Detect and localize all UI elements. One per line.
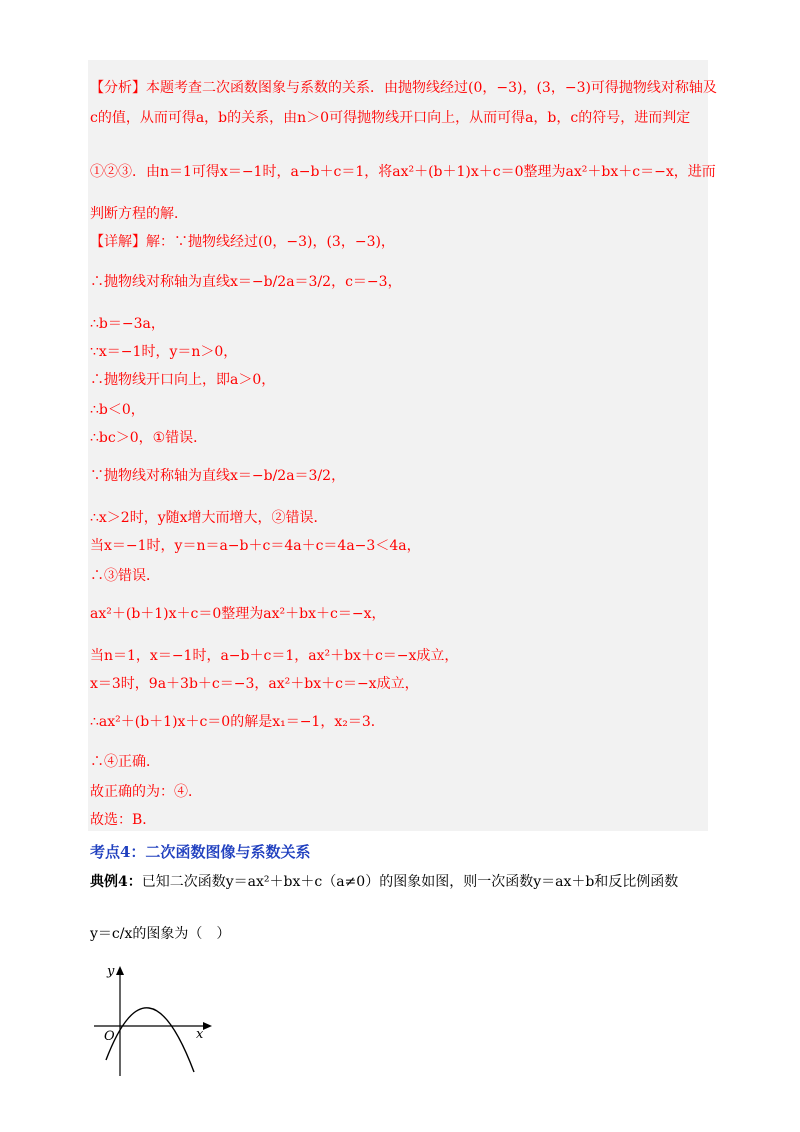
solution-line: ∴ax²＋(b＋1)x＋c＝0的解是x₁＝−1，x₂＝3． [90, 714, 385, 730]
solution-line: ∴抛物线对称轴为直线x＝−b/2a＝3/2，c＝−3， [90, 274, 402, 290]
parabola-graph [88, 958, 218, 1078]
solution-line: ∵抛物线对称轴为直线x＝−b/2a＝3/2， [90, 468, 346, 484]
solution-line: 【详解】解：∵抛物线经过(0，−3)，(3，−3)， [90, 234, 395, 250]
solution-line: 故选：B． [90, 812, 157, 828]
solution-line: c的值，从而可得a，b的关系，由n＞0可得抛物线开口向上，从而可得a，b，c的符号，进而判定 [90, 110, 691, 126]
solution-line: 当n＝1，x＝−1时，a−b＋c＝1，ax²＋bx＋c＝−x成立， [90, 648, 459, 664]
y-axis-label: y [107, 964, 115, 979]
example-question [90, 872, 678, 892]
example-text-line2: y＝c/x的图象为（ ） [90, 926, 231, 942]
origin-label: O [104, 1029, 115, 1044]
solution-line: ∴b＜0， [90, 402, 145, 418]
solution-line: ∴b＝−3a， [90, 316, 165, 332]
solution-line: 当x＝−1时，y＝n＝a−b＋c＝4a＋c＝4a−3＜4a， [90, 538, 421, 554]
solution-line: 判断方程的解． [90, 206, 188, 222]
x-axis-label: x [196, 1027, 204, 1042]
solution-line: 【分析】本题考查二次函数图象与系数的关系．由抛物线经过(0，−3)，(3，−3)可得抛物线对称轴及 [90, 80, 717, 96]
solution-line: ∴x＞2时，y随x增大而增大，②错误． [90, 510, 328, 526]
solution-line: ∵x＝−1时，y＝n＞0， [90, 344, 238, 360]
solution-line: ∴④正确． [90, 754, 160, 770]
solution-line: 故正确的为：④． [90, 784, 202, 800]
example-label: 典例4： [90, 874, 142, 890]
solution-line: ax²＋(b＋1)x＋c＝0整理为ax²＋bx＋c＝−x， [90, 606, 386, 622]
y-axis-arrow [116, 966, 124, 975]
section-title: 考点4：二次函数图像与系数关系 [90, 843, 311, 861]
solution-line: x＝3时，9a＋3b＋c＝−3，ax²＋bx＋c＝−x成立， [90, 676, 419, 692]
solution-line: ①②③．由n＝1可得x＝−1时，a−b＋c＝1，将ax²＋(b＋1)x＋c＝0整理为ax²＋bx＋c＝−x，进而 [90, 164, 716, 180]
solution-line: ∴bc＞0，①错误． [90, 430, 208, 446]
parabola-curve [106, 1008, 194, 1072]
example-text-line1: 已知二次函数y＝ax²＋bx＋c（a≠0）的图象如图，则一次函数y＝ax＋b和反比例函数 [141, 874, 679, 890]
x-axis-arrow [203, 1022, 212, 1030]
solution-line: ∴③错误． [90, 568, 160, 584]
solution-line: ∴抛物线开口向上，即a＞0， [90, 372, 276, 388]
